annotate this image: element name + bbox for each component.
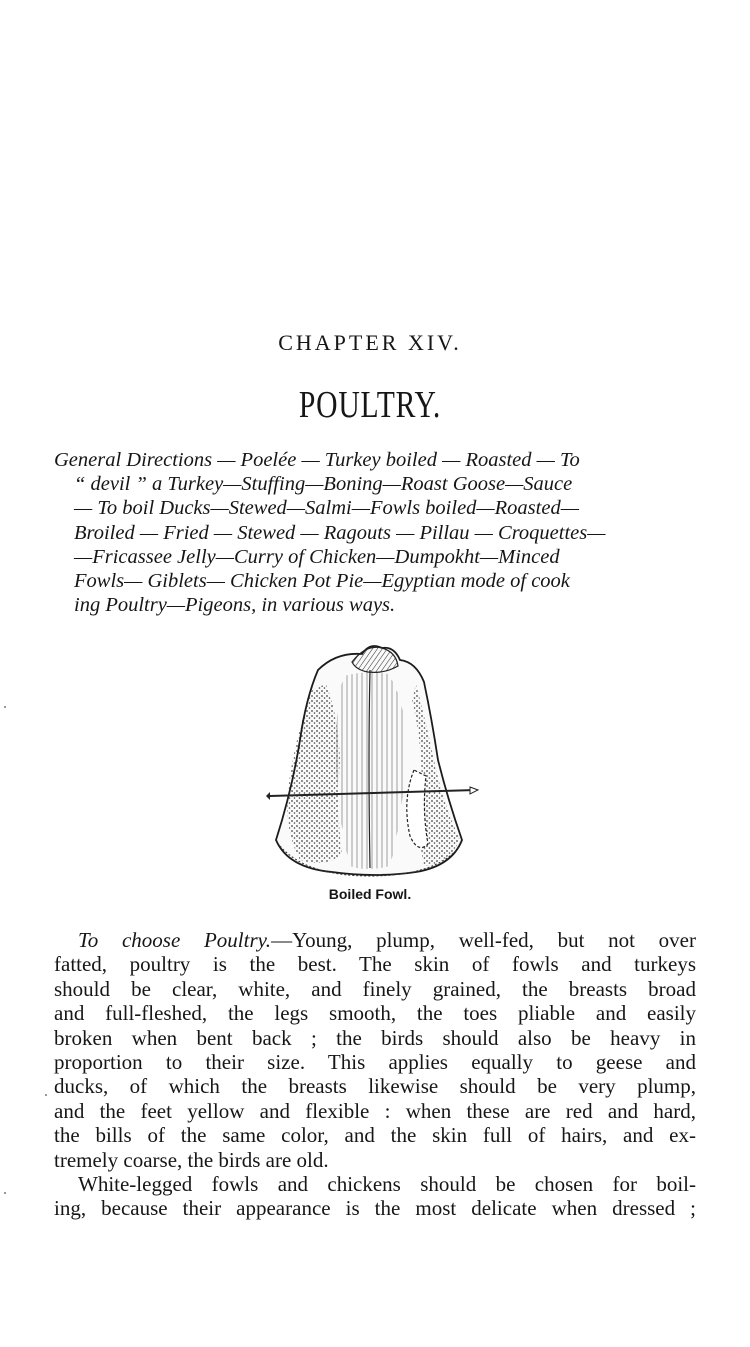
scan-speck (45, 1094, 47, 1096)
scan-speck (4, 706, 6, 708)
chapter-heading: CHAPTER XIV. (278, 330, 462, 355)
paragraph-line: ducks, of which the breasts likewise should be very plump, (54, 1074, 696, 1099)
summary-line: —Fricassee Jelly—Curry of Chicken—Dumpokht—Minced (74, 545, 560, 568)
summary-line: General Directions — Poelée — Turkey boiled — Roasted — To (54, 449, 580, 471)
section-lead: To choose Poultry. (78, 928, 272, 952)
summary-line: “ devil ” a Turkey—Stuffing—Boning—Roast Goose—Sauce (74, 473, 573, 496)
chapter-summary (54, 448, 694, 617)
paragraph-line: and the feet yellow and flexible : when these are red and hard, (54, 1098, 696, 1123)
paragraph-line: tremely coarse, the birds are old. (54, 1147, 329, 1172)
scan-speck (4, 1192, 6, 1194)
chapter-title: POULTRY. (298, 384, 442, 426)
summary-line: — To boil Ducks—Stewed—Salmi—Fowls boiled—Roasted— (74, 497, 579, 520)
paragraph-line: the bills of the same color, and the skin full of hairs, and ex- (54, 1123, 696, 1148)
body-text (54, 928, 696, 1221)
boiled-fowl-illustration (266, 640, 480, 880)
illustration-caption: Boiled Fowl. (328, 886, 412, 902)
summary-line: ing Poultry—Pigeons, in various ways. (74, 594, 396, 617)
paragraph-line: should be clear, white, and finely grained, the breasts broad (54, 976, 696, 1001)
paragraph-line: White-legged fowls and chickens should be chosen for boil- (78, 1172, 696, 1197)
paragraph-line: and full-fleshed, the legs smooth, the toes pliable and easily (54, 1001, 696, 1026)
paragraph-line: fatted, poultry is the best. The skin of fowls and turkeys (54, 952, 696, 977)
paragraph-first-line (54, 928, 696, 952)
summary-line: Broiled — Fried — Stewed — Ragouts — Pillau — Croquettes— (74, 521, 606, 544)
paragraph-line: proportion to their size. This applies equally to geese and (54, 1050, 696, 1075)
summary-line: Fowls— Giblets— Chicken Pot Pie—Egyptian mode of cook (74, 570, 570, 593)
paragraph-line: broken when bent back ; the birds should also be heavy in (54, 1025, 696, 1050)
paragraph-line: ing, because their appearance is the most delicate when dressed ; (54, 1196, 696, 1221)
first-line-rest: —Young, plump, well-fed, but not over (271, 928, 696, 952)
